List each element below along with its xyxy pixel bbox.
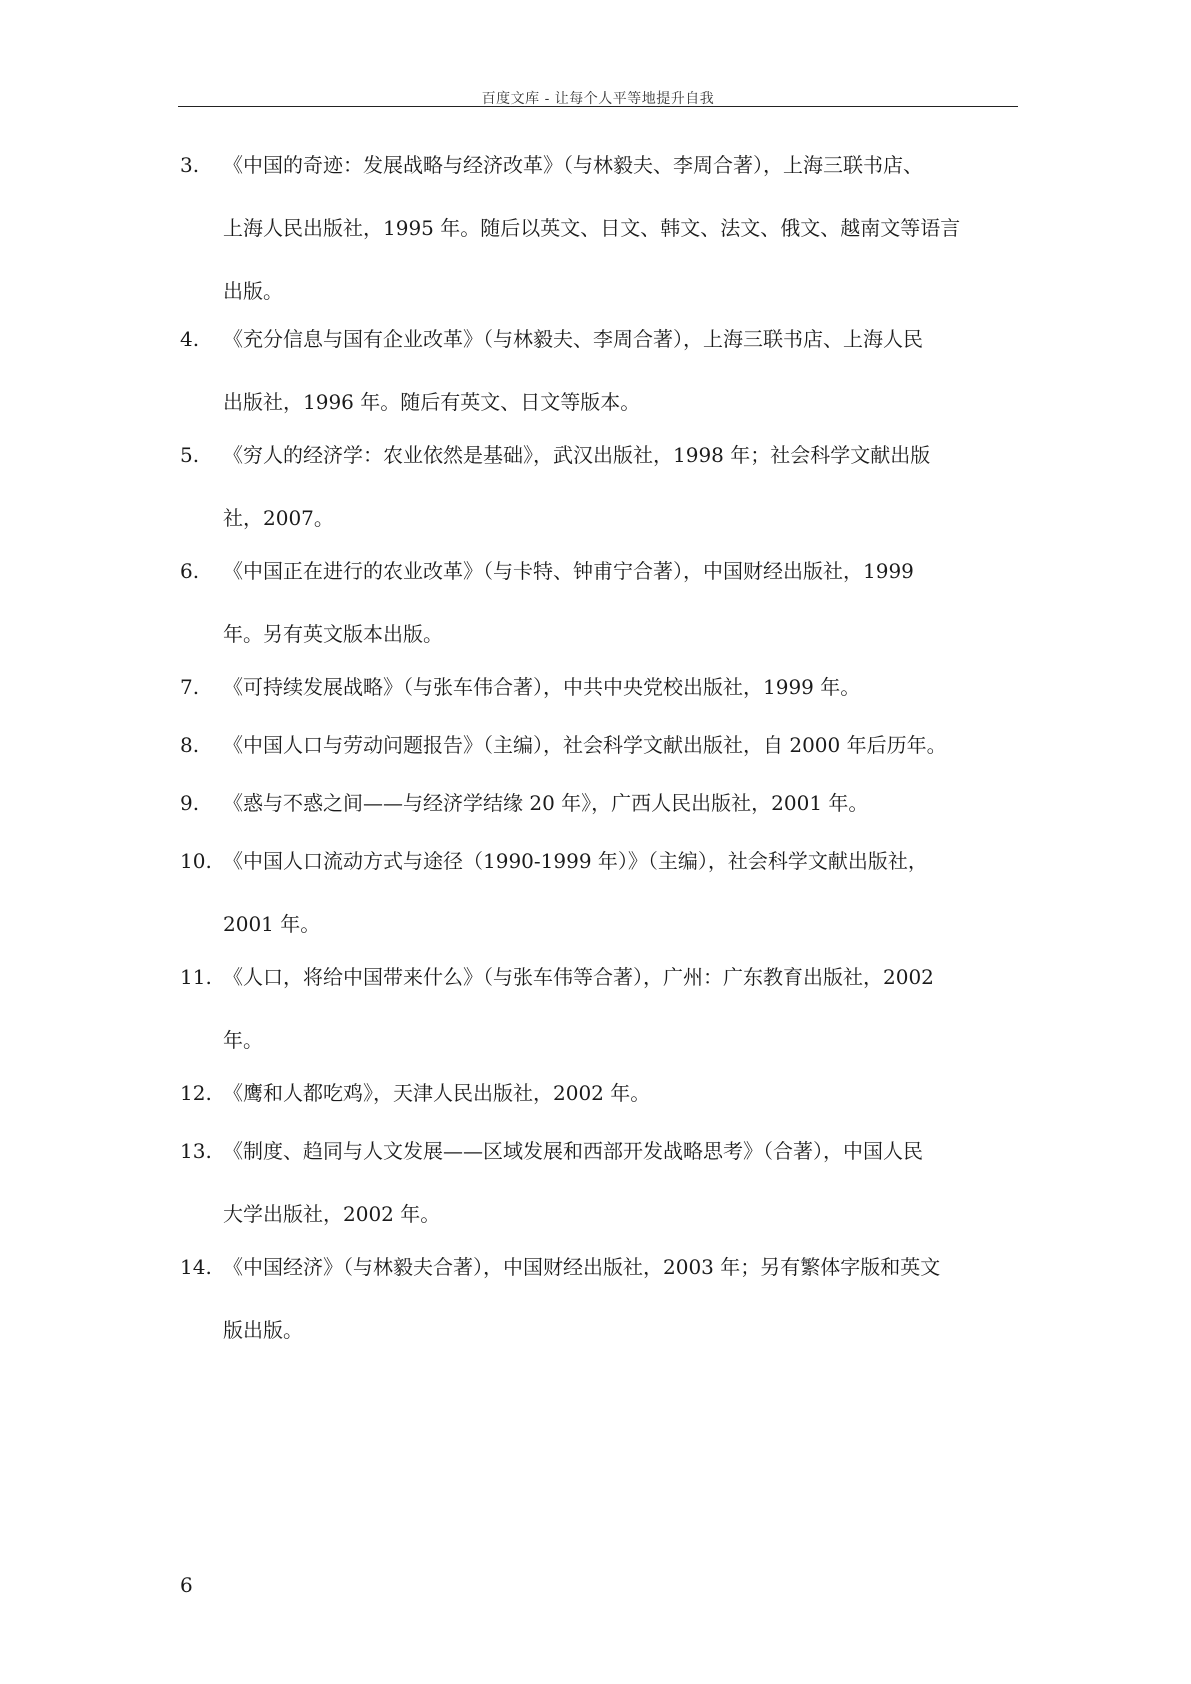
entry-line: 版出版。	[223, 1318, 303, 1342]
entry-line: 大学出版社，2002 年。	[223, 1202, 441, 1226]
entry-line: 《中国的奇迹：发展战略与经济改革》（与林毅夫、李周合著），上海三联书店、	[223, 153, 923, 177]
entry-line: 年。另有英文版本出版。	[223, 622, 443, 646]
bibliography-entry-4	[180, 308, 1020, 434]
bibliography-entry-5	[180, 424, 1020, 550]
entry-line: 上海人民出版社，1995 年。随后以英文、日文、韩文、法文、俄文、越南文等语言	[223, 216, 961, 240]
page-header: 百度文库 - 让每个人平等地提升自我	[481, 91, 715, 107]
bibliography-entry-12	[180, 1062, 1020, 1125]
entry-line: 《惑与不惑之间——与经济学结缘 20 年》，广西人民出版社，2001 年。	[223, 791, 869, 815]
entry-line: 《中国经济》（与林毅夫合著），中国财经出版社，2003 年；另有繁体字版和英文	[223, 1255, 941, 1279]
entry-line: 《中国正在进行的农业改革》（与卡特、钟甫宁合著），中国财经出版社，1999	[223, 559, 914, 583]
entry-line: 2001 年。	[223, 912, 321, 936]
entry-line: 年。	[223, 1028, 263, 1052]
entry-line: 社，2007。	[223, 506, 334, 530]
bibliography-entry-8	[180, 714, 1020, 777]
bibliography-entry-10	[180, 830, 1020, 956]
entry-line: 《人口，将给中国带来什么》（与张车伟等合著），广州：广东教育出版社，2002	[223, 965, 934, 989]
bibliography-entry-14	[180, 1236, 1020, 1362]
entry-number: 6.	[180, 559, 200, 583]
entry-line: 《充分信息与国有企业改革》（与林毅夫、李周合著），上海三联书店、上海人民	[223, 327, 923, 351]
entry-line: 《鹰和人都吃鸡》，天津人民出版社，2002 年。	[223, 1081, 651, 1105]
entry-number: 13.	[180, 1139, 212, 1163]
entry-number: 5.	[180, 443, 200, 467]
entry-number: 4.	[180, 327, 200, 351]
entry-number: 11.	[180, 965, 212, 989]
entry-number: 10.	[180, 849, 212, 873]
entry-number: 9.	[180, 791, 200, 815]
entry-line: 出版。	[223, 279, 283, 303]
entry-line: 《穷人的经济学：农业依然是基础》，武汉出版社，1998 年；社会科学文献出版	[223, 443, 931, 467]
bibliography-entry-9	[180, 772, 1020, 835]
entry-line: 《中国人口与劳动问题报告》（主编），社会科学文献出版社，自 2000 年后历年。	[223, 733, 947, 757]
entry-line: 《中国人口流动方式与途径（1990-1999 年）》（主编），社会科学文献出版社，	[223, 849, 928, 873]
entry-number: 8.	[180, 733, 200, 757]
entry-number: 14.	[180, 1255, 212, 1279]
bibliography-entry-3	[180, 134, 1020, 323]
entry-number: 7.	[180, 675, 200, 699]
bibliography-entry-7	[180, 656, 1020, 719]
bibliography-entry-6	[180, 540, 1020, 666]
entry-number: 3.	[180, 153, 200, 177]
page-number: 6	[180, 1573, 193, 1597]
entry-number: 12.	[180, 1081, 212, 1105]
bibliography-entry-13	[180, 1120, 1020, 1246]
header-rule	[178, 106, 1018, 107]
bibliography-entry-11	[180, 946, 1020, 1072]
entry-line: 《可持续发展战略》（与张车伟合著），中共中央党校出版社，1999 年。	[223, 675, 861, 699]
entry-line: 出版社，1996 年。随后有英文、日文等版本。	[223, 390, 641, 414]
entry-line: 《制度、趋同与人文发展——区域发展和西部开发战略思考》（合著），中国人民	[223, 1139, 923, 1163]
